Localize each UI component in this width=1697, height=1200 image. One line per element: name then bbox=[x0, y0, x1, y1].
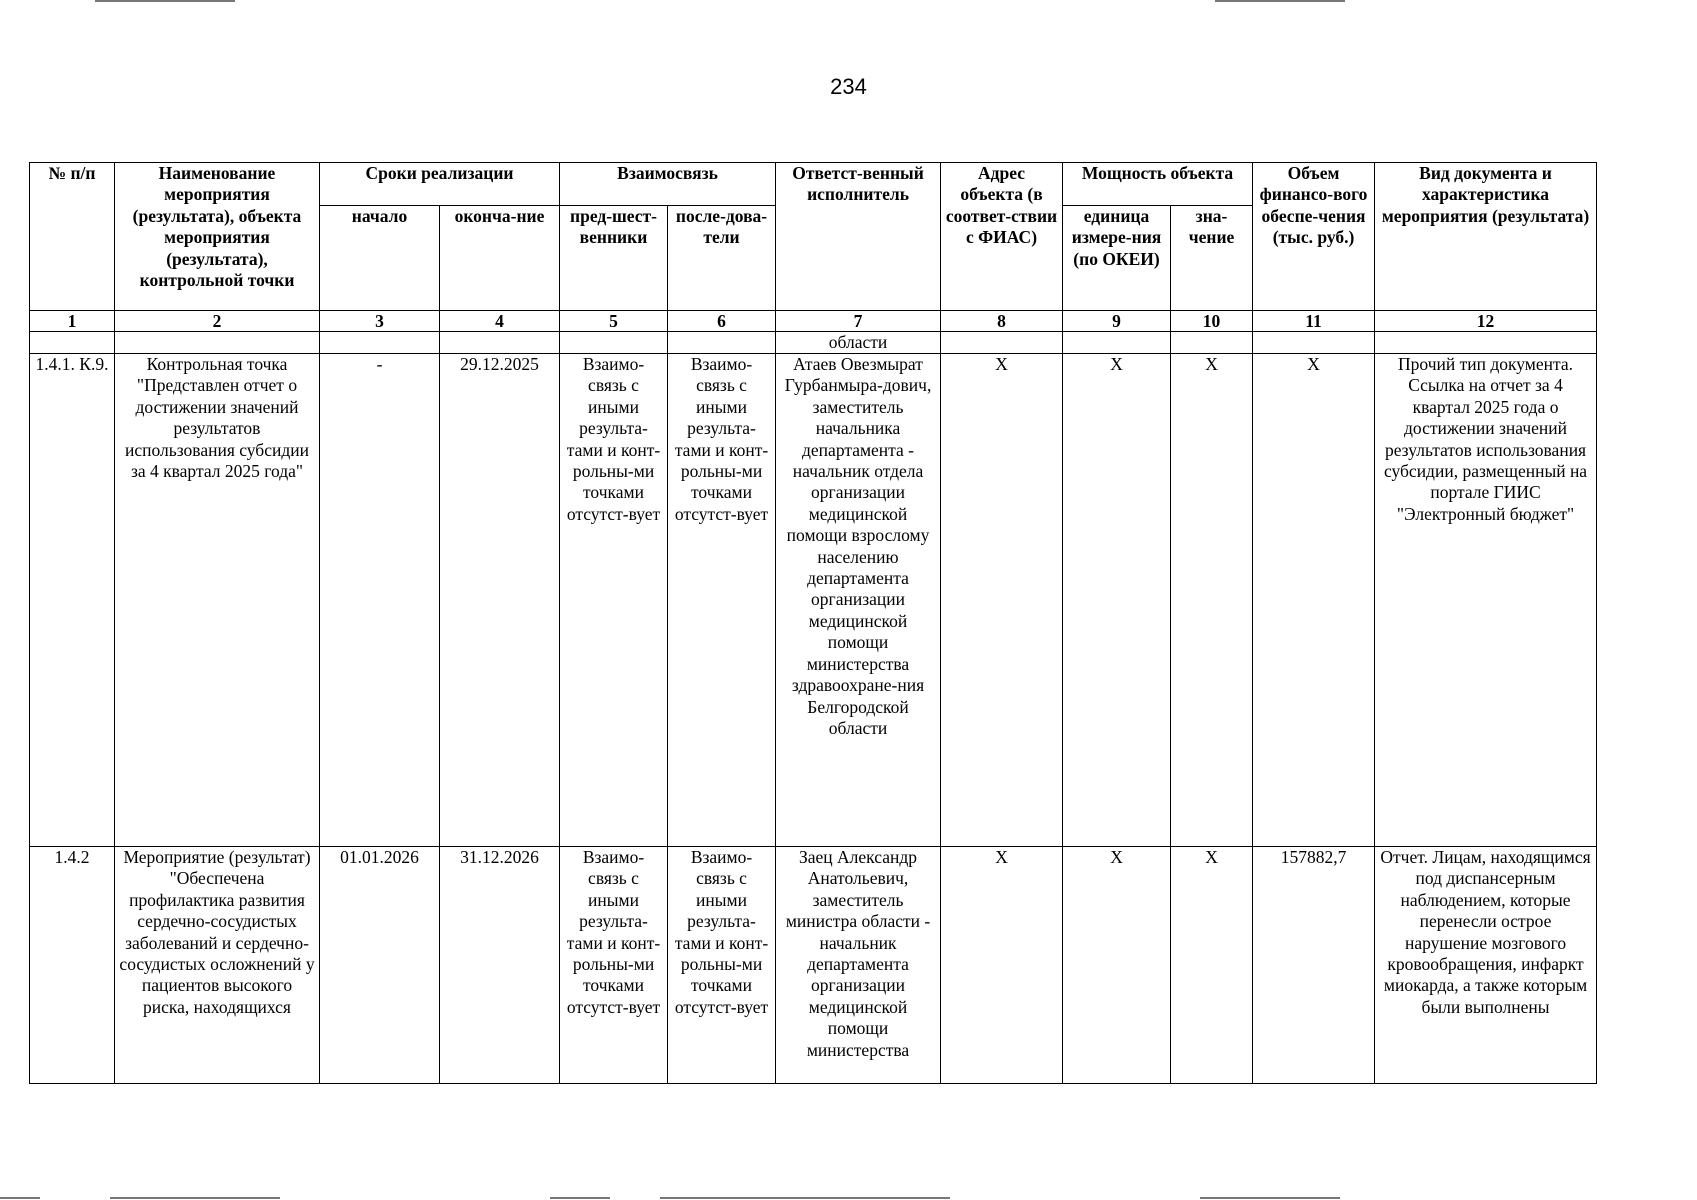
header-implementation-terms: Сроки реализации bbox=[320, 163, 560, 206]
table-row-continuation bbox=[30, 332, 1597, 354]
row-name: Мероприятие (результат) "Обеспечена профилактика развития сердечно-сосудистых заболеваний и сердечно-сосудистых осложнений у пациентов высокого риска, находящихся bbox=[115, 847, 320, 1084]
column-number: 11 bbox=[1253, 311, 1375, 332]
scan-artifact-top-right bbox=[1215, 0, 1345, 2]
column-number: 9 bbox=[1063, 311, 1171, 332]
column-number: 5 bbox=[560, 311, 668, 332]
row-value: X bbox=[1171, 847, 1253, 1084]
row-funding: 157882,7 bbox=[1253, 847, 1375, 1084]
table-row bbox=[30, 354, 1597, 847]
scan-artifact-bottom-5 bbox=[1200, 1197, 1340, 1199]
row-name: Контрольная точка "Представлен отчет о достижении значений результатов использования субсидии за 4 квартал 2025 года" bbox=[115, 354, 320, 847]
header-unit: единица измере-ния (по ОКЕИ) bbox=[1063, 206, 1171, 311]
header-document-type: Вид документа и характеристика мероприятия (результата) bbox=[1375, 163, 1597, 311]
row-document: Прочий тип документа. Ссылка на отчет за 4 квартал 2025 года о достижении значений результатов использования субсидии, размещенный на портале ГИИС "Электронный бюджет" bbox=[1375, 354, 1597, 847]
column-number: 8 bbox=[941, 311, 1063, 332]
scan-artifact-top-left bbox=[95, 0, 235, 2]
table-row bbox=[30, 847, 1597, 1084]
header-name: Наименование мероприятия (результата), объекта мероприятия (результата), контрольной точки bbox=[115, 163, 320, 311]
row-value: X bbox=[1171, 354, 1253, 847]
column-number: 10 bbox=[1171, 311, 1253, 332]
scan-artifact-bottom-1 bbox=[0, 1197, 40, 1199]
page-number: 234 bbox=[830, 74, 867, 99]
row-number: 1.4.1. К.9. bbox=[30, 354, 115, 847]
row-predecessors: Взаимо-связь с иными результа-тами и конт-рольны-ми точками отсутст-вует bbox=[560, 354, 668, 847]
column-number: 6 bbox=[668, 311, 776, 332]
header-capacity: Мощность объекта bbox=[1063, 163, 1253, 206]
scan-artifact-bottom-3 bbox=[550, 1197, 610, 1199]
row-address: X bbox=[941, 847, 1063, 1084]
column-number: 3 bbox=[320, 311, 440, 332]
column-number: 2 bbox=[115, 311, 320, 332]
header-address: Адрес объекта (в соответ-ствии с ФИАС) bbox=[941, 163, 1063, 311]
row-responsible: Атаев Овезмырат Гурбанмыра-дович, заместитель начальника департамента - начальник отдела организации медицинской помощи взрослому населению департамента организации медицинской помощи министерства здравоохране-ния Белгородской области bbox=[776, 354, 941, 847]
header-responsible: Ответст-венный исполнитель bbox=[776, 163, 941, 311]
row-successors: Взаимо-связь с иными результа-тами и конт-рольны-ми точками отсутст-вует bbox=[668, 354, 776, 847]
row-unit: X bbox=[1063, 354, 1171, 847]
header-value: зна-чение bbox=[1171, 206, 1253, 311]
scan-artifact-bottom-4 bbox=[660, 1197, 950, 1199]
column-number: 1 bbox=[30, 311, 115, 332]
row-unit: X bbox=[1063, 847, 1171, 1084]
row-start: - bbox=[320, 354, 440, 847]
header-end: оконча-ние bbox=[440, 206, 560, 311]
header-funding: Объем финансо-вого обеспе-чения (тыс. руб.) bbox=[1253, 163, 1375, 311]
row-funding: X bbox=[1253, 354, 1375, 847]
row-end: 29.12.2025 bbox=[440, 354, 560, 847]
row-number: 1.4.2 bbox=[30, 847, 115, 1084]
header-successors: после-дова-тели bbox=[668, 206, 776, 311]
column-number: 7 bbox=[776, 311, 941, 332]
continued-responsible: области bbox=[776, 332, 941, 354]
row-address: X bbox=[941, 354, 1063, 847]
header-start: начало bbox=[320, 206, 440, 311]
implementation-plan-table bbox=[29, 162, 1597, 1084]
row-predecessors: Взаимо-связь с иными результа-тами и конт-рольны-ми точками отсутст-вует bbox=[560, 847, 668, 1084]
row-end: 31.12.2026 bbox=[440, 847, 560, 1084]
column-number: 4 bbox=[440, 311, 560, 332]
row-successors: Взаимо-связь с иными результа-тами и конт-рольны-ми точками отсутст-вует bbox=[668, 847, 776, 1084]
header-predecessors: пред-шест-венники bbox=[560, 206, 668, 311]
row-responsible: Заец Александр Анатольевич, заместитель министра области - начальник департамента организации медицинской помощи министерства bbox=[776, 847, 941, 1084]
row-start: 01.01.2026 bbox=[320, 847, 440, 1084]
row-document: Отчет. Лицам, находящимся под диспансерным наблюдением, которые перенесли острое нарушение мозгового кровообращения, инфаркт миокарда, а также которым были выполнены bbox=[1375, 847, 1597, 1084]
scan-artifact-bottom-2 bbox=[110, 1197, 280, 1199]
column-number: 12 bbox=[1375, 311, 1597, 332]
header-number: № п/п bbox=[30, 163, 115, 311]
header-interrelation: Взаимосвязь bbox=[560, 163, 776, 206]
